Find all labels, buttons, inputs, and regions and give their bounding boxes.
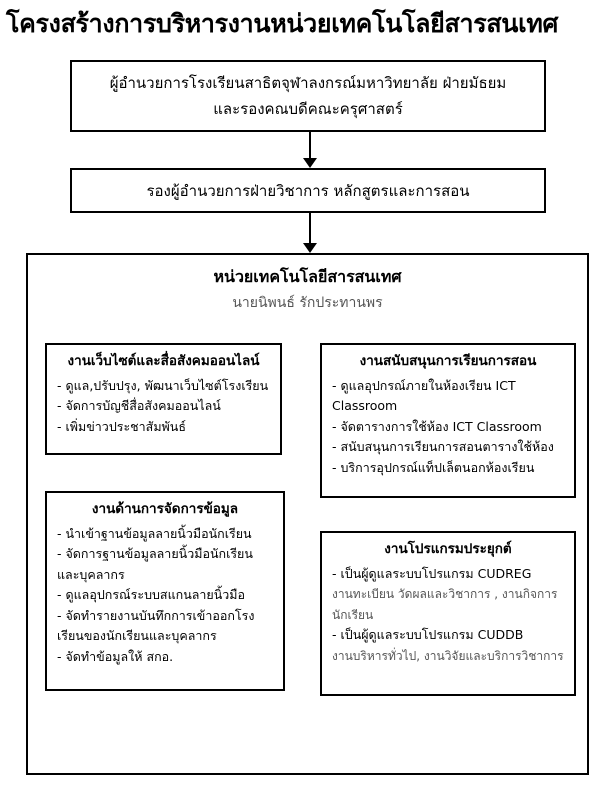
learning-item: - สนับสนุนการเรียนการสอนตารางใช้ห้อง: [332, 439, 554, 454]
learning-item: - ดูแลอุปกรณ์ภายในห้องเรียน ICT Classroom: [332, 377, 516, 413]
app-item-cuddb: - เป็นผู้ดูแลระบบโปรแกรม CUDDB: [332, 627, 524, 642]
page-title: โครงสร้างการบริหารงานหน่วยเทคโนโลยีสารสนเทศ: [6, 9, 559, 38]
app-note-cuddb: งานบริหารทั่วไป, งานวิจัยและบริการวิชาการ: [332, 648, 564, 663]
web-item: - จัดการบัญชีสื่อสังคมออนไลน์: [57, 398, 221, 413]
deputy-box: [70, 168, 546, 213]
data-item: - นำเข้าฐานข้อมูลลายนิ้วมือนักเรียน: [57, 525, 252, 541]
arrow-director-to-deputy: [300, 131, 320, 169]
data-item: - จัดการฐานข้อมูลลายนิ้วมือนักเรียนและบุคลากร: [57, 546, 253, 582]
applications-title: งานโปรแกรมประยุกต์: [384, 541, 512, 557]
web-social-title: งานเว็บไซต์และสื่อสังคมออนไลน์: [67, 353, 260, 369]
director-line-2: และรองคณบดีคณะครุศาสตร์: [213, 100, 403, 118]
app-item-cudreg: - เป็นผู้ดูแลระบบโปรแกรม CUDREG: [332, 565, 532, 581]
director-line-1: ผู้อำนวยการโรงเรียนสาธิตจุฬาลงกรณ์มหาวิทยาลัย ฝ่ายมัธยม: [109, 74, 507, 92]
deputy-label: รองผู้อำนวยการฝ่ายวิชาการ หลักสูตรและการสอน: [146, 181, 470, 200]
learning-support-title: งานสนับสนุนการเรียนการสอน: [359, 353, 537, 369]
learning-support-box: [320, 343, 576, 498]
app-note-cudreg: งานทะเบียน วัดผลและวิชาการ , งานกิจการนักเรียน: [332, 587, 558, 622]
data-item: - จัดทำรายงานบันทึกการเข้าออกโรงเรียนของนักเรียนและบุคลากร: [57, 607, 255, 643]
learning-item: - บริการอุปกรณ์แท็ปเล็ตนอกห้องเรียน: [332, 459, 535, 475]
unit-head-name: นายนิพนธ์ รักประทานพร: [232, 295, 383, 311]
web-social-box: [45, 343, 282, 455]
data-management-box: [45, 491, 285, 691]
learning-item: - จัดตารางการใช้ห้อง ICT Classroom: [332, 418, 542, 434]
it-unit-box: [26, 253, 589, 775]
data-item: - ดูแลอุปกรณ์ระบบสแกนลายนิ้วมือ: [57, 587, 246, 602]
web-item: - เพิ่มข่าวประชาสัมพันธ์: [57, 418, 186, 434]
data-item: - จัดทำข้อมูลให้ สกอ.: [57, 648, 174, 664]
applications-box: [320, 531, 576, 696]
unit-title: หน่วยเทคโนโลยีสารสนเทศ: [213, 267, 402, 286]
web-item: - ดูแล,ปรับปรุง, พัฒนาเว็บไซต์โรงเรียน: [57, 377, 269, 393]
arrow-deputy-to-unit: [300, 212, 320, 254]
data-management-title: งานด้านการจัดการข้อมูล: [91, 501, 239, 517]
director-box: [70, 60, 546, 132]
